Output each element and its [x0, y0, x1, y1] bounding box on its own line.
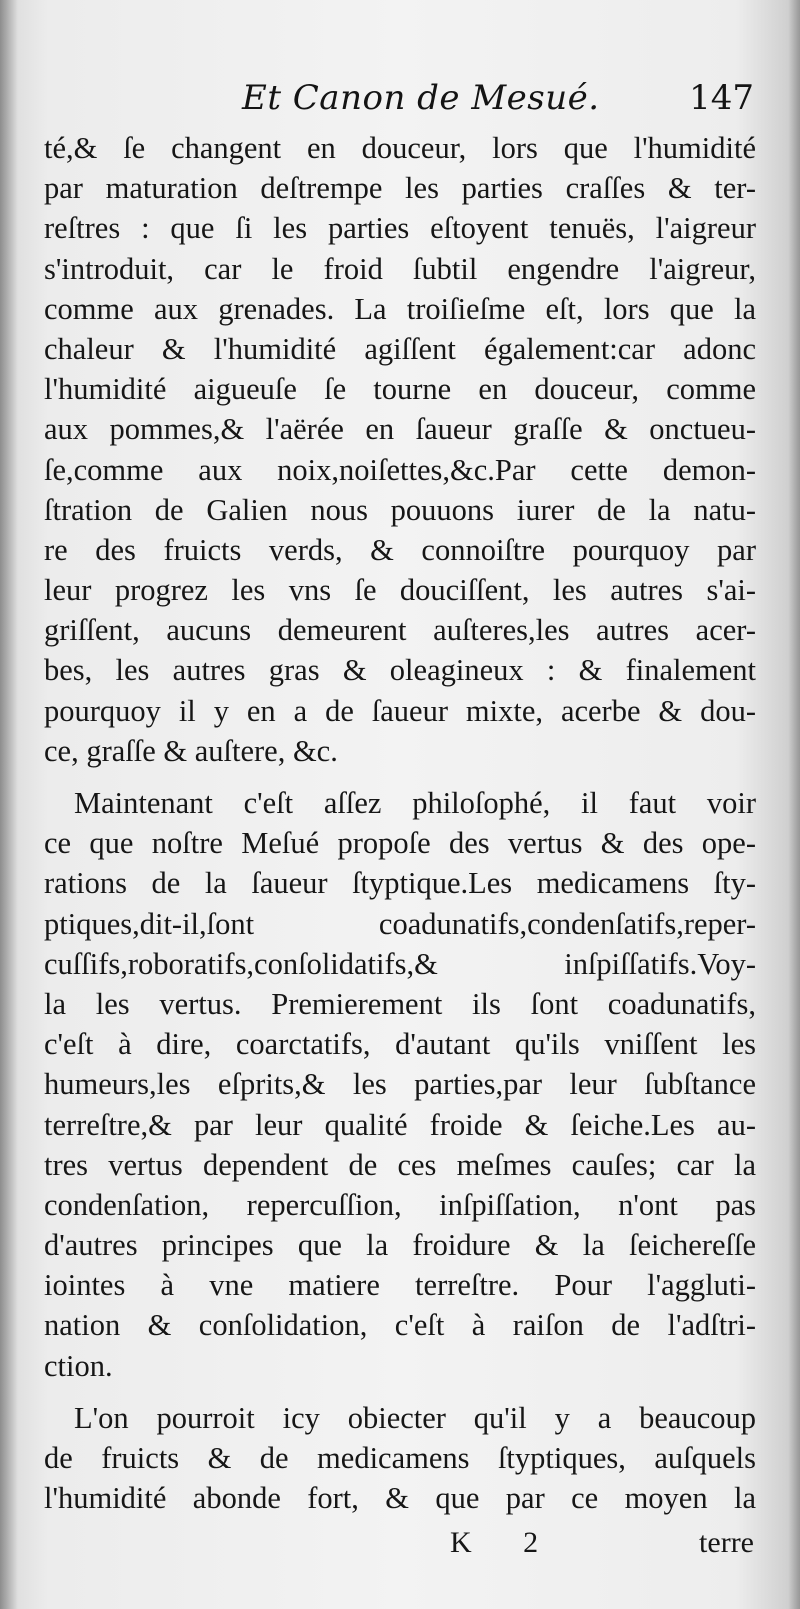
text-line: re des fruicts verds, & connoiſtre pourquoy par	[44, 532, 756, 567]
text-line: s'introduit, car le froid ſubtil engendre l'aigreur,	[44, 251, 756, 286]
text-line: terreſtre,& par leur qualité froide & ſeiche.Les au-	[44, 1107, 756, 1142]
text-line: reſtres : que ſi les parties eſtoyent tenuës, l'aigreur	[44, 211, 756, 246]
page-edge-shadow	[788, 0, 800, 1609]
running-header	[46, 78, 758, 128]
text-line: ptiques,dit-il,ſont coadunatifs,condenſatifs,reper-	[44, 906, 756, 941]
text-line: L'on pourroit icy obiecter qu'il y a beaucoup	[74, 1400, 756, 1435]
text-line: par maturation deſtrempe les parties craſſes & ter-	[44, 171, 756, 206]
text-line: aux pommes,& l'aërée en ſaueur graſſe & onctueu-	[44, 412, 756, 447]
text-line: rations de la ſaueur ſtyptique.Les medicamens ſty-	[44, 866, 756, 901]
text-line: ction.	[44, 1348, 113, 1383]
paragraph-gap	[44, 771, 756, 783]
body-text	[44, 128, 756, 1518]
text-line: chaleur & l'humidité agiſſent également:car adonc	[44, 331, 756, 366]
text-line: Maintenant c'eſt aſſez philoſophé, il faut voir	[74, 786, 756, 820]
text-line: condenſation, repercuſſion, inſpiſſation, n'ont pas	[44, 1187, 756, 1222]
text-line: de fruicts & de medicamens ſtyptiques, auſquels	[44, 1441, 756, 1475]
text-line: ſe,comme aux noix,noiſettes,&c.Par cette demon-	[44, 452, 756, 487]
text-line: iointes à vne matiere terreſtre. Pour l'aggluti-	[44, 1268, 756, 1303]
text-line: l'humidité aigueuſe ſe tourne en douceur, comme	[44, 372, 756, 407]
text-line: ſtration de Galien nous pouuons iurer de la natu-	[44, 492, 756, 527]
text-line: leur progrez les vns ſe douciſſent, les autres s'ai-	[44, 573, 756, 608]
paragraph-gap	[44, 1386, 756, 1398]
text-line: té,& ſe changent en douceur, lors que l'humidité	[44, 131, 756, 165]
text-line: nation & conſolidation, c'eſt à raiſon de l'adſtri-	[44, 1308, 756, 1343]
text-line: pourquoy il y en a de ſaueur mixte, acerbe & dou-	[44, 693, 756, 728]
text-line: ce, graſſe & auſtere, &c.	[44, 733, 338, 768]
text-line: c'eſt à dire, coarctatifs, d'autant qu'ils vniſſent les	[44, 1027, 756, 1062]
text-line: bes, les autres gras & oleagineux : & finalement	[44, 653, 756, 688]
text-line: comme aux grenades. La troiſieſme eſt, lors que la	[44, 291, 756, 326]
text-line: cuſſifs,roboratifs,conſolidatifs,& inſpiſſatifs.Voy-	[44, 946, 756, 981]
page-footer	[44, 1526, 756, 1570]
text-line: tres vertus dependent de ces meſmes cauſes; car la	[44, 1147, 756, 1182]
text-line: humeurs,les eſprits,& les parties,par leur ſubſtance	[44, 1067, 756, 1102]
gutter-shadow	[0, 0, 18, 1609]
catchword: terre	[699, 1526, 754, 1559]
text-line: la les vertus. Premierement ils ſont coadunatifs,	[44, 986, 756, 1021]
running-title: Et Canon de Mesué.	[242, 78, 600, 118]
page-number: 147	[689, 78, 754, 118]
signature-mark: K 2	[450, 1526, 561, 1559]
text-line: griſſent, aucuns demeurent auſteres,les autres acer-	[44, 613, 756, 648]
text-line: d'autres principes que la froidure & la ſeichereſſe	[44, 1228, 756, 1263]
text-line: ce que noſtre Meſué propoſe des vertus & des ope-	[44, 826, 756, 861]
text-line: l'humidité abonde fort, & que par ce moyen la	[44, 1481, 756, 1516]
